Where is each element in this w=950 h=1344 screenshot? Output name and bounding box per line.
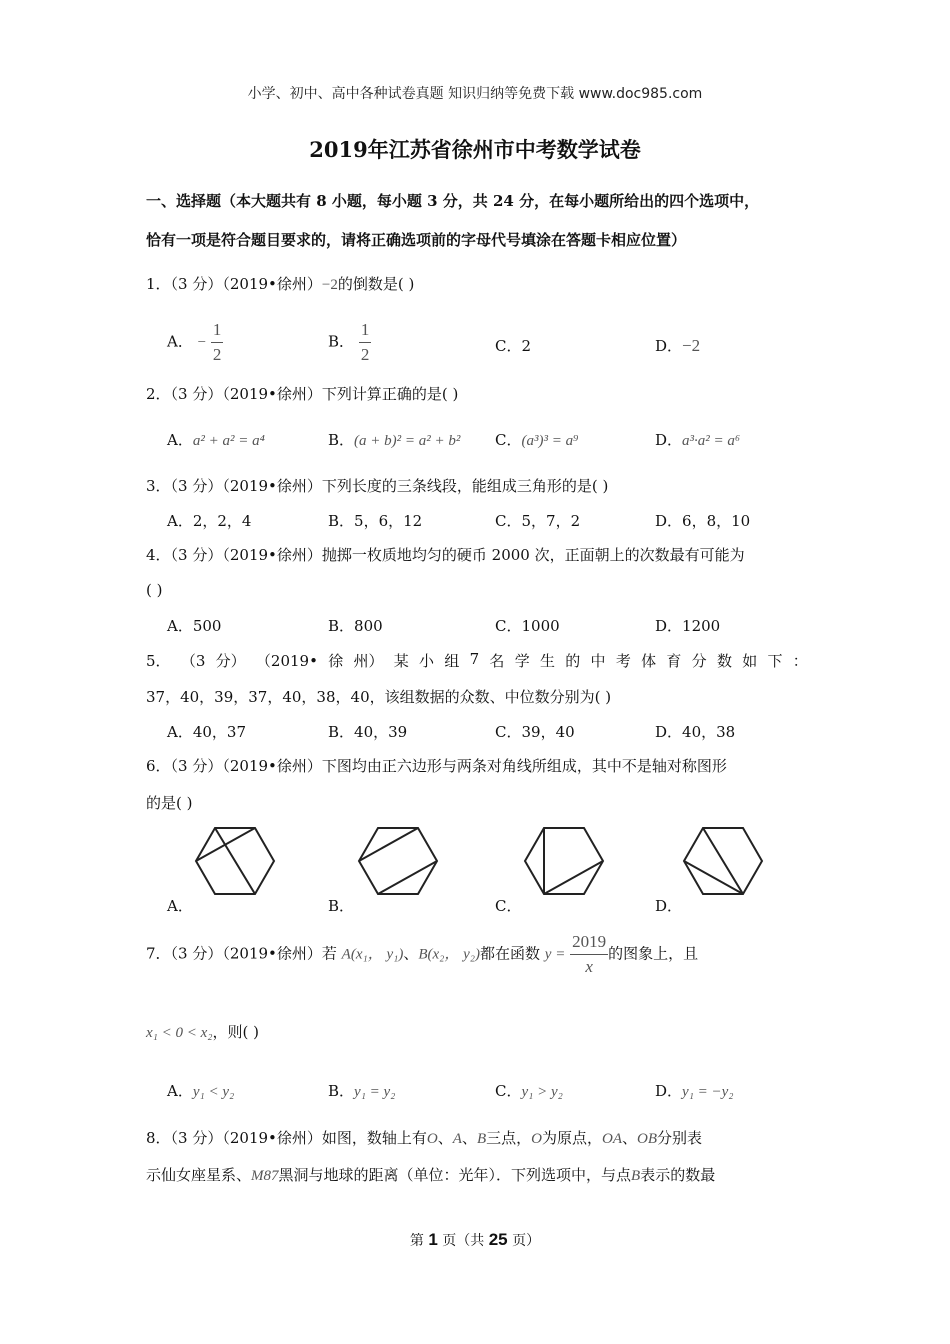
q5-word: 分） xyxy=(215,652,246,670)
q5-word: 徐 xyxy=(328,652,344,670)
q5-word: 组 xyxy=(444,652,460,670)
question-8-line1 xyxy=(146,1127,702,1148)
q1-expr: −2 xyxy=(321,277,338,293)
q1-d-label: D． xyxy=(655,337,683,355)
q5-word: 如 xyxy=(742,652,758,670)
q2-b-label: B． xyxy=(328,431,355,449)
footer-total: 25 xyxy=(488,1230,508,1249)
q2-d-expr: a³·a² = a⁶ xyxy=(682,433,741,449)
question-7-line1 xyxy=(146,932,698,977)
q1-b-label: B． xyxy=(328,332,355,351)
q7-option-b[interactable] xyxy=(328,1080,395,1101)
q1-a-label: A． xyxy=(167,332,193,351)
q5-word: 中 xyxy=(590,652,606,670)
q5-word: 生 xyxy=(539,652,555,670)
q2-d-label: D． xyxy=(655,431,683,449)
q5-word: 7 xyxy=(469,650,480,668)
q5-word: 体 xyxy=(641,652,657,670)
q6-option-c[interactable]: C． xyxy=(495,897,522,915)
q5-word: 某 xyxy=(393,652,409,670)
question-3: 3．（3 分）（2019•徐州）下列长度的三条线段，能组成三角形的是( ) xyxy=(146,477,609,495)
hexagon-figure-d[interactable] xyxy=(681,825,765,897)
q4-option-a[interactable]: A．500 xyxy=(167,617,222,635)
q8-p4: 分别表 xyxy=(657,1129,703,1147)
q8-p2: 三点， xyxy=(486,1129,532,1147)
q1-option-c[interactable]: C．2 xyxy=(495,337,532,355)
footer-pre: 第 xyxy=(409,1233,429,1249)
hexagon-figure-a[interactable] xyxy=(193,825,277,897)
question-5-line1 xyxy=(146,650,808,671)
question-5-line2: 37，40，39，37，40，38，40，该组数据的众数、中位数分别为( ) xyxy=(146,688,612,706)
q7-a-label: A． xyxy=(167,1082,193,1100)
hexagon-figure-c[interactable] xyxy=(522,825,606,897)
q8-OA: OA xyxy=(601,1131,622,1147)
q5-option-b[interactable]: B．40，39 xyxy=(328,723,408,741)
q2-c-label: C． xyxy=(495,431,522,449)
q7-option-a[interactable] xyxy=(167,1080,234,1101)
q5-word: 下 xyxy=(767,652,783,670)
q1-b-den: 2 xyxy=(360,345,370,364)
q5-word: 5． xyxy=(146,652,171,670)
q7-point-b: B(x₂， y₂) xyxy=(418,946,480,963)
q7-c-expr: y₁ > y₂ xyxy=(521,1084,563,1100)
q8-B2: B xyxy=(631,1168,641,1184)
q7-y-eq: y = xyxy=(544,946,566,963)
q8-B: B xyxy=(476,1131,487,1147)
q7-c-label: C． xyxy=(495,1082,522,1100)
q8-sep3: 、 xyxy=(621,1129,637,1147)
question-6-line2: 的是( ) xyxy=(146,794,193,812)
q2-option-d[interactable] xyxy=(655,429,740,450)
q2-a-expr: a² + a² = a⁴ xyxy=(192,433,265,449)
q8-p3: 为原点， xyxy=(541,1129,602,1147)
q1-option-d[interactable] xyxy=(655,335,700,356)
question-2: 2．（3 分）（2019•徐州）下列计算正确的是( ) xyxy=(146,385,459,403)
q8-l2a: 示仙女座星系、 xyxy=(146,1166,252,1184)
q5-option-a[interactable]: A．40，37 xyxy=(167,723,247,741)
q8-A: A xyxy=(452,1131,462,1147)
question-7-line2 xyxy=(146,1021,259,1042)
q1-a-num: 1 xyxy=(211,320,224,343)
q5-word: ： xyxy=(792,652,808,670)
q3-option-b[interactable]: B．5，6，12 xyxy=(328,512,423,530)
q8-l2c: 表示的数最 xyxy=(640,1166,716,1184)
q6-option-d[interactable]: D． xyxy=(655,897,683,915)
q7-b-expr: y₁ = y₂ xyxy=(354,1084,396,1100)
q7-a-expr: y₁ < y₂ xyxy=(192,1084,235,1100)
footer-page: 1 xyxy=(428,1230,438,1249)
q7-separator: 、 xyxy=(403,944,419,963)
q7-line2-suffix: ，则( ) xyxy=(212,1023,259,1041)
q5-word: 州） xyxy=(353,652,384,670)
question-6-line1: 6．（3 分）（2019•徐州）下图均由正六边形与两条对角线所组成，其中不是轴对称图形 xyxy=(146,757,727,775)
footer-post: 页） xyxy=(507,1233,541,1249)
q7-condition: x₁ < 0 < x₂ xyxy=(146,1025,213,1041)
section-heading-line2: 恰有一项是符合题目要求的，请将正确选项前的字母代号填涂在答题卡相应位置） xyxy=(146,231,687,249)
q3-option-a[interactable]: A．2，2，4 xyxy=(167,512,252,530)
site-header: 小学、初中、高中各种试卷真题 知识归纳等免费下载 www.doc985.com xyxy=(247,86,703,102)
q5-word: （2019• xyxy=(255,652,318,670)
q7-suffix: 的图象上，且 xyxy=(608,944,699,963)
q1-b-fraction xyxy=(359,320,372,365)
q1-a-sign: − xyxy=(197,334,207,351)
q1-b-num: 1 xyxy=(359,320,372,343)
q5-word: 育 xyxy=(666,652,682,670)
q7-frac-den: x xyxy=(585,957,593,976)
q5-word: 数 xyxy=(716,652,732,670)
q7-prefix: 7．（3 分）（2019•徐州）若 xyxy=(146,944,337,963)
question-8-line2 xyxy=(146,1164,715,1185)
q8-l2b: 黑洞与地球的距离（单位：光年）．下列选项中，与点 xyxy=(278,1166,632,1184)
question-4-line2: ( ) xyxy=(146,581,163,599)
q5-word: 名 xyxy=(489,652,505,670)
q1-a-fraction xyxy=(211,320,224,365)
q1-suffix: 的倒数是( ) xyxy=(337,275,415,293)
q1-option-b[interactable] xyxy=(328,320,371,365)
q4-option-d[interactable]: D．1200 xyxy=(655,617,721,635)
q8-O: O xyxy=(426,1131,438,1147)
q7-point-a: A(x₁， y₁) xyxy=(341,946,404,963)
hexagon-figure-b[interactable] xyxy=(356,825,440,897)
q5-word: 的 xyxy=(565,652,581,670)
section-heading-line1: 一、选择题（本大题共有 8 小题，每小题 3 分，共 24 分，在每小题所给出的四个选项中， xyxy=(146,192,760,210)
q5-word: （3 xyxy=(180,652,206,670)
q1-option-a[interactable] xyxy=(167,320,223,365)
q8-sep2: 、 xyxy=(461,1129,477,1147)
q8-OB: OB xyxy=(637,1131,657,1147)
question-4-line1: 4．（3 分）（2019•徐州）抛掷一枚质地均匀的硬币 2000 次，正面朝上的次数最有可能为 xyxy=(146,546,745,564)
q3-option-d[interactable]: D．6，8，10 xyxy=(655,512,751,530)
q2-b-expr: (a + b)² = a² + b² xyxy=(354,433,461,449)
q2-option-a[interactable] xyxy=(167,429,265,450)
q5-option-c[interactable]: C．39，40 xyxy=(495,723,575,741)
q7-frac-num: 2019 xyxy=(570,932,608,955)
q5-word: 小 xyxy=(419,652,435,670)
q2-c-expr: (a³)³ = a⁹ xyxy=(521,433,579,449)
q2-option-b[interactable] xyxy=(328,429,460,450)
q5-word: 分 xyxy=(691,652,707,670)
q7-option-d[interactable] xyxy=(655,1080,734,1101)
question-1 xyxy=(146,273,414,294)
q4-option-b[interactable]: B．800 xyxy=(328,617,383,635)
q6-option-a[interactable]: A． xyxy=(167,897,193,915)
q6-option-b[interactable]: B． xyxy=(328,897,355,915)
q5-word: 学 xyxy=(514,652,530,670)
q7-mid: 都在函数 xyxy=(480,944,541,963)
q8-M87: M87 xyxy=(251,1168,279,1184)
q1-d-expr: −2 xyxy=(682,336,701,355)
q8-sep1: 、 xyxy=(437,1129,453,1147)
q2-a-label: A． xyxy=(167,431,193,449)
q1-a-den: 2 xyxy=(212,345,222,364)
q8-p1: 8．（3 分）（2019•徐州）如图，数轴上有 xyxy=(146,1129,427,1147)
page-footer xyxy=(0,1230,950,1250)
footer-mid: 页（共 xyxy=(437,1233,489,1249)
q7-option-c[interactable] xyxy=(495,1080,563,1101)
q3-option-c[interactable]: C．5，7，2 xyxy=(495,512,581,530)
q8-O2: O xyxy=(531,1131,542,1147)
q1-prefix: 1．（3 分）（2019•徐州） xyxy=(146,275,322,293)
q7-b-label: B． xyxy=(328,1082,355,1100)
q7-d-label: D． xyxy=(655,1082,683,1100)
page-title: 2019年江苏省徐州市中考数学试卷 xyxy=(309,137,641,162)
q7-fraction xyxy=(570,932,608,977)
q7-d-expr: y₁ = −y₂ xyxy=(682,1084,734,1100)
q5-option-d[interactable]: D．40，38 xyxy=(655,723,736,741)
q5-word: 考 xyxy=(615,652,631,670)
q2-option-c[interactable] xyxy=(495,429,578,450)
q4-option-c[interactable]: C．1000 xyxy=(495,617,560,635)
